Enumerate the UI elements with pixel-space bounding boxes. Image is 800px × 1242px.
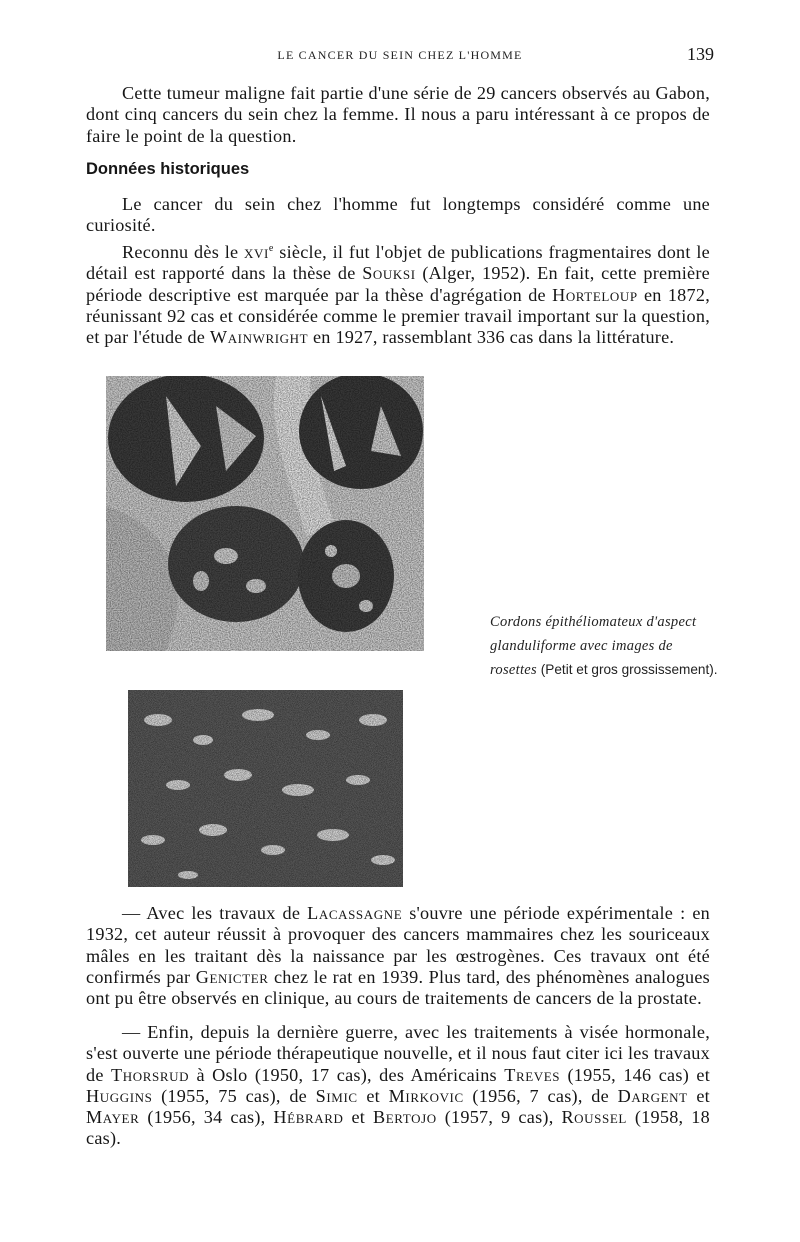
author-name: Wainwright xyxy=(209,327,309,348)
author-name: Horteloup xyxy=(552,284,638,305)
author-name: Souksi xyxy=(362,263,416,284)
micrograph-low-magnification xyxy=(106,376,424,651)
century-numeral: xvi xyxy=(244,242,269,263)
experimental-paragraph: — Avec les travaux de Lacassagne s'ouvre une période expérimentale : en 1932, cet auteur réussit à provoquer des cancers mammaires chez les souriceaux mâles en les traitant dès la naissance par les œstrogènes. Ces travaux ont été confirmés par Genicter chez le rat en 1939. Plus tard, des phénomènes analogues ont pu être observés en clinique, au cours de traitements de cancers de la prostate. xyxy=(86,903,710,1009)
section-heading: Données historiques xyxy=(86,160,250,178)
micrograph-high-magnification xyxy=(128,690,403,887)
running-title: LE CANCER DU SEIN CHEZ L'HOMME xyxy=(277,48,523,62)
caption-italic: Cordons épithéliomateux d'aspect glanduliforme avec images de rosettes xyxy=(490,614,697,678)
author-name: Genicter xyxy=(195,966,269,987)
intro-paragraph: Cette tumeur maligne fait partie d'une série de 29 cancers observés au Gabon, dont cinq cancers du sein chez la femme. Il nous a paru intéressant à ce propos de faire le point de la question. xyxy=(86,83,710,146)
caption-plain: (Petit et gros grossissement). xyxy=(536,662,718,677)
author-name: Lacassagne xyxy=(307,903,403,923)
page-number: 139 xyxy=(687,44,714,64)
running-head xyxy=(86,44,714,66)
history-paragraph-1: Le cancer du sein chez l'homme fut longtemps considéré comme une curiosité. xyxy=(86,194,710,236)
history-paragraph-2: Reconnu dès le xvi$^e$ siècle, il fut l'objet de publications fragmentaires dont le détail est rapporté dans la thèse de Souksi (Alger, 1952). En fait, cette première période descriptive est marquée par la thèse d'agrégation de Horteloup en 1872, réunissant 92 cas et considérée comme le premier travail important sur la question, et par l'étude de Wainwright en 1927, rassemblant 336 cas dans la littérature. xyxy=(86,242,710,348)
figure-caption xyxy=(490,610,720,682)
therapeutic-paragraph: — Enfin, depuis la dernière guerre, avec les traitements à visée hormonale, s'est ouverte une période thérapeutique nouvelle, et il nous faut citer ici les travaux de Thorsrud à Oslo (1950, 17 cas), des Américains Treves (1955, 146 cas) et Huggins (1955, 75 cas), de Simic et Mirkovic (1956, 7 cas), de Dargent et Mayer (1956, 34 cas), Hébrard et Bertojo (1957, 9 cas), Roussel (1958, 18 cas). xyxy=(86,1022,710,1149)
